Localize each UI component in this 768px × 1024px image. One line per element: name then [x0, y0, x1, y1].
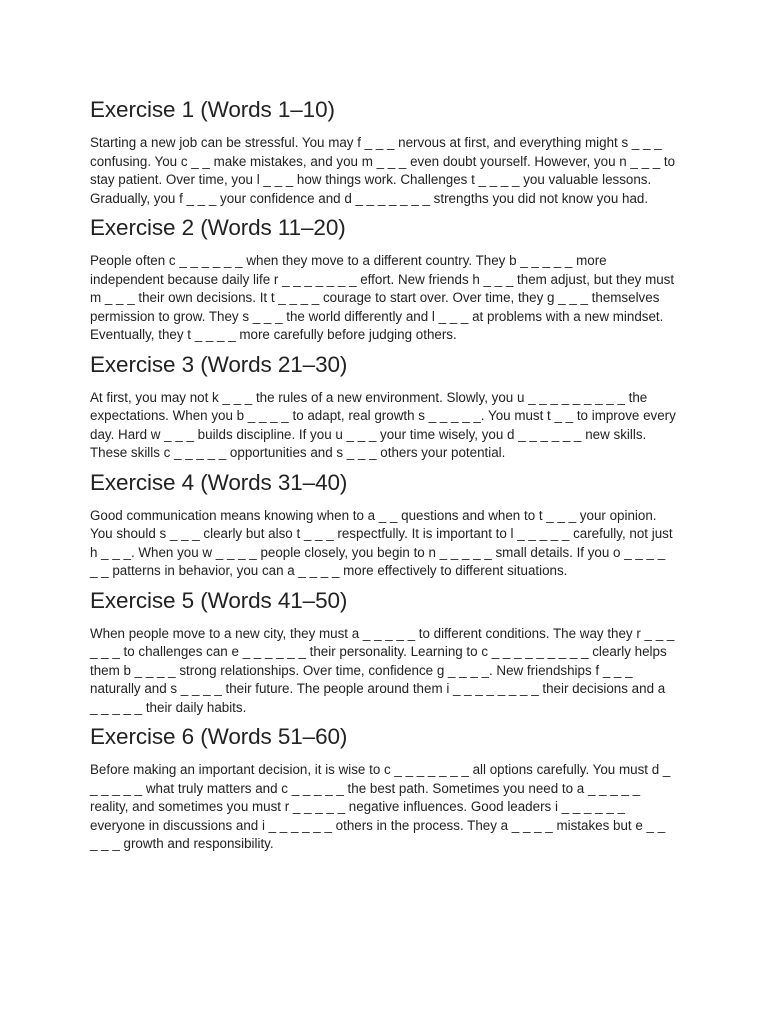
exercise-4: [90, 469, 676, 581]
exercise-2: [90, 214, 676, 345]
exercise-text: Good communication means knowing when to a _ _ questions and when to t _ _ _ your opinion. You should s _ _ _ clearly but also t _ _ _ respectfully. It is important to l _ _ _ _ _ carefully, not just h _ _ _. When you w _ _ _ _ people closely, you begin to n _ _ _ _ _ small details. If you o _ _ _ _ _ _ patterns in behavior, you can a _ _ _ _ more effectively to different situations.: [90, 507, 673, 578]
exercise-title: Exercise 4 (Words 31–40): [90, 469, 348, 495]
exercise-text: Before making an important decision, it is wise to c _ _ _ _ _ _ _ all options carefully. You must d _ _ _ _ _ _ what truly matters and c _ _ _ _ _ the best path. Sometimes you need to a _ _ _ _ _ reality, and sometimes you must r _ _ _ _ _ negative influences. Good leaders i _ _ _ _ _ _ everyone in discussions and i _ _ _ _ _ _ others in the process. They a _ _ _ _ mistakes but e _ _ _ _ _ growth and responsibility.: [90, 762, 671, 851]
exercise-6: [90, 723, 676, 854]
exercise-text: At first, you may not k _ _ _ the rules of a new environment. Slowly, you u _ _ _ _ _ _ _ _ _ the expectations. When you b _ _ _ _ to adapt, real growth s _ _ _ _ _. You must t _ _ to improve every day. Hard w _ _ _ builds discipline. If you u _ _ _ your time wisely, you d _ _ _ _ _ _ new skills. These skills c _ _ _ _ _ opportunities and s _ _ _ others your potential.: [90, 389, 676, 460]
exercise-3: [90, 351, 676, 463]
exercise-text: When people move to a new city, they must a _ _ _ _ _ to different conditions. The way they r _ _ _ _ _ _ to challenges can e _ _ _ _ _ _ their personality. Learning to c _ _ _ _ _ _ _ _ _ clearly helps them b _ _ _ _ strong relationships. Over time, confidence g _ _ _ _. New friendships f _ _ _ naturally and s _ _ _ _ their future. The people around them i _ _ _ _ _ _ _ _ their decisions and a _ _ _ _ _ their daily habits.: [90, 625, 675, 715]
exercise-1: [90, 96, 676, 208]
exercise-title: Exercise 5 (Words 41–50): [90, 587, 348, 613]
exercise-title: Exercise 2 (Words 11–20): [90, 215, 346, 240]
exercise-text: Starting a new job can be stressful. You may f _ _ _ nervous at first, and everything might s _ _ _ confusing. You c _ _ make mistakes, and you m _ _ _ even doubt yourself. However, you n _ _ _ to stay patient. Over time, you l _ _ _ how things work. Challenges t _ _ _ _ you valuable lessons. Gradually, you f _ _ _ your confidence and d _ _ _ _ _ _ _ strengths you did not know you had.: [90, 135, 676, 206]
exercise-5: [90, 587, 676, 718]
worksheet-page: [90, 96, 676, 860]
exercise-title: Exercise 3 (Words 21–30): [90, 351, 348, 377]
exercise-text: People often c _ _ _ _ _ _ when they move to a different country. They b _ _ _ _ _ more independent because daily life r _ _ _ _ _ _ _ effort. New friends h _ _ _ them adjust, but they must m _ _ _ their own decisions. It t _ _ _ _ courage to start over. Over time, they g _ _ _ themselves permission to grow. They s _ _ _ the world differently and l _ _ _ at problems with a new mindset. Eventually, they t _ _ _ _ more carefully before judging others.: [90, 253, 675, 342]
exercise-title: Exercise 1 (Words 1–10): [90, 97, 335, 122]
exercise-title: Exercise 6 (Words 51–60): [90, 724, 348, 749]
